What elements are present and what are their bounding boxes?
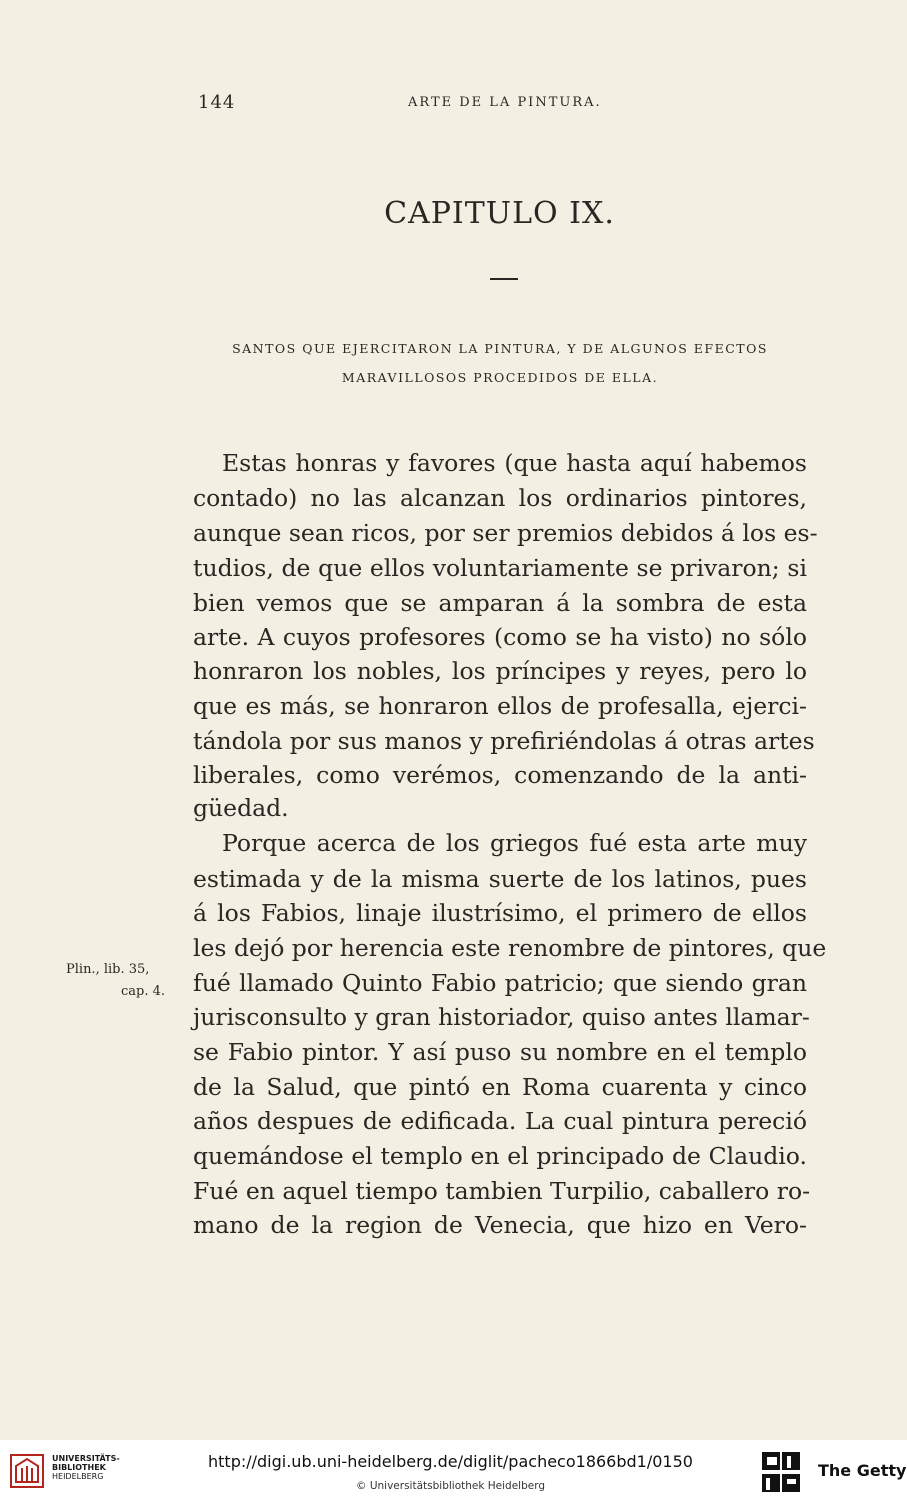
text-line: tándola por sus manos y prefiriéndolas á otras artes — [193, 727, 815, 755]
library-line-1: UNIVERSITÄTS- — [52, 1454, 120, 1463]
text-line: á los Fabios, linaje ilustrísimo, el primero de ellos — [193, 899, 807, 927]
text-line: arte. A cuyos profesores (como se ha visto) no sólo — [193, 623, 807, 651]
page-number: 144 — [198, 92, 236, 113]
text-line: bien vemos que se amparan á la sombra de esta — [193, 589, 807, 617]
title-rule — [490, 278, 518, 280]
text-line: estimada y de la misma suerte de los latinos, pues — [193, 865, 807, 893]
text-line: se Fabio pintor. Y así puso su nombre en el templo — [193, 1038, 807, 1066]
getty-logo-icon — [762, 1452, 800, 1492]
text-line: fué llamado Quinto Fabio patricio; que siendo gran — [193, 969, 807, 997]
text-line: Porque acerca de los griegos fué esta arte muy — [222, 829, 807, 857]
text-line: que es más, se honraron ellos de profesalla, ejerci- — [193, 692, 807, 720]
chapter-subtitle-line-1: SANTOS QUE EJERCITARON LA PINTURA, Y DE ALGUNOS EFECTOS — [232, 341, 768, 356]
text-line: les dejó por herencia este renombre de pintores, que — [193, 934, 827, 962]
library-line-3: HEIDELBERG — [52, 1472, 104, 1481]
university-library-logo-icon — [10, 1454, 44, 1488]
text-line: contado) no las alcanzan los ordinarios pintores, — [193, 484, 807, 512]
margin-note-line-2: cap. 4. — [121, 984, 166, 999]
copyright-notice: © Universitätsbibliothek Heidelberg — [356, 1480, 546, 1492]
running-head — [198, 92, 806, 116]
university-library-name — [52, 1454, 120, 1481]
getty-name: The Getty — [818, 1461, 907, 1480]
chapter-title: CAPITULO IX. — [384, 196, 615, 231]
footer-bar — [0, 1440, 907, 1504]
library-line-2: BIBLIOTHEK — [52, 1463, 106, 1472]
running-title: ARTE DE LA PINTURA. — [408, 95, 602, 110]
permalink-url[interactable]: http://digi.ub.uni-heidelberg.de/diglit/pacheco1866bd1/0150 — [208, 1452, 693, 1471]
text-line: aunque sean ricos, por ser premios debidos á los es- — [193, 519, 818, 547]
text-line: tudios, de que ellos voluntariamente se privaron; si — [193, 554, 807, 582]
margin-note-line-1: Plin., lib. 35, — [66, 962, 150, 977]
text-line: honraron los nobles, los príncipes y reyes, pero lo — [193, 657, 807, 685]
text-line: jurisconsulto y gran historiador, quiso antes llamar- — [193, 1003, 810, 1031]
text-line: mano de la region de Venecia, que hizo en Vero- — [193, 1211, 807, 1239]
text-line: quemándose el templo en el principado de Claudio. — [193, 1142, 807, 1170]
text-line: Estas honras y favores (que hasta aquí habemos — [222, 449, 807, 477]
text-line: liberales, como verémos, comenzando de la anti- — [193, 761, 807, 789]
text-line: de la Salud, que pintó en Roma cuarenta y cinco — [193, 1073, 807, 1101]
text-line: años despues de edificada. La cual pintura pereció — [193, 1107, 807, 1135]
chapter-subtitle-line-2: MARAVILLOSOS PROCEDIDOS DE ELLA. — [341, 370, 659, 385]
text-line: Fué en aquel tiempo tambien Turpilio, caballero ro- — [193, 1177, 811, 1205]
text-line: güedad. — [193, 794, 289, 822]
